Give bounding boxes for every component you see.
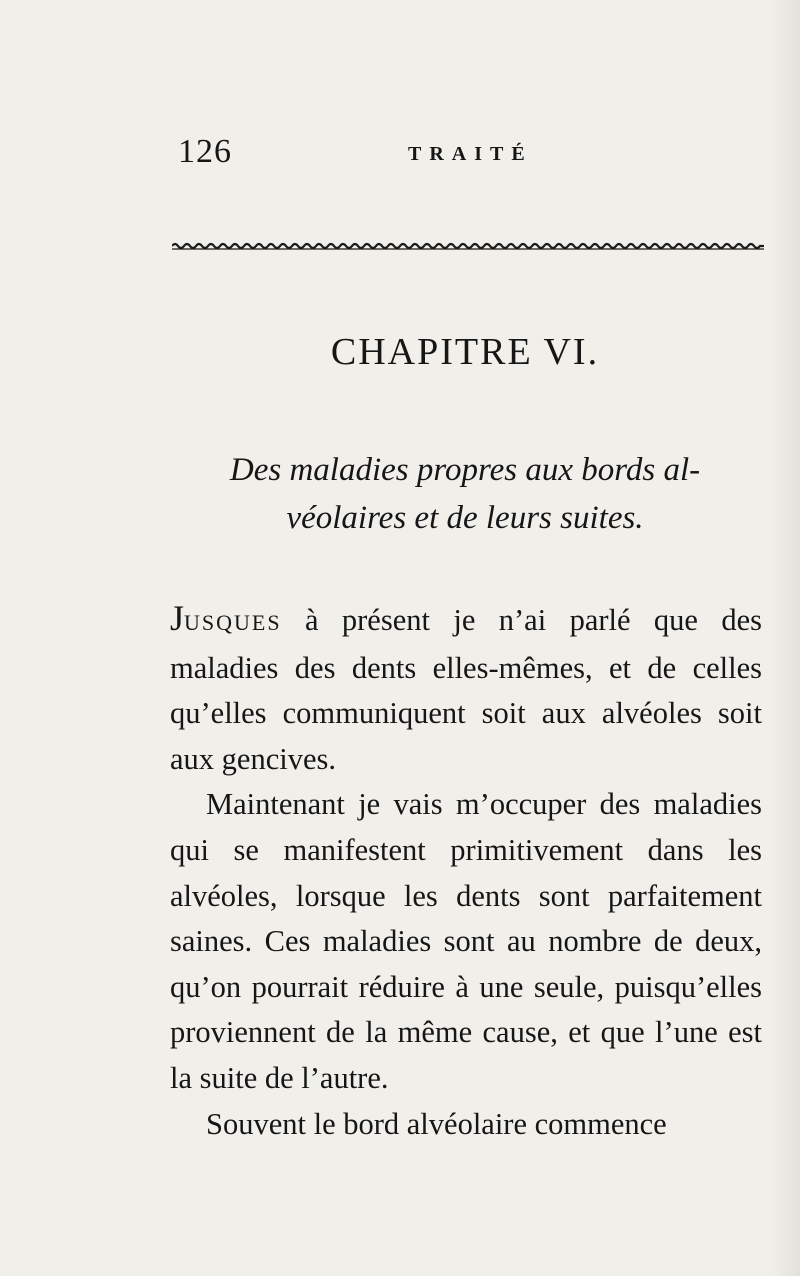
paragraph-1-text: à présent je n’ai parlé que des maladies des dents elles-mêmes, et de celles qu’elles communiquent soit aux alvéoles soit aux gencives.	[170, 603, 762, 776]
running-title: TRAITÉ	[408, 143, 533, 165]
running-head	[170, 133, 760, 173]
chapter-subtitle-line-2: véolaires et de leurs suites.	[286, 500, 644, 536]
paragraph-2: Maintenant je vais m’occuper des maladies qui se manifestent primitivement dans les alvéoles, lorsque les dents sont parfaitement saines. Ces maladies sont au nombre de deux, qu’on pourrait réduire à une seule, puisqu’elles proviennent de la même cause, et que l’une est la suite de l’autre.	[170, 787, 762, 1095]
opening-small-caps: USQUES	[184, 610, 282, 635]
chapter-subtitle-line-1: Des maladies propres aux bords al-	[229, 452, 701, 488]
paragraph-3: Souvent le bord alvéolaire commence	[206, 1106, 667, 1141]
page-edge-shadow	[770, 0, 800, 1276]
body-text	[170, 596, 762, 1147]
chapter-title: CHAPITRE VI.	[330, 331, 600, 373]
initial-letter: J	[170, 598, 185, 638]
paragraph-1	[170, 596, 762, 782]
ornamental-rule	[172, 241, 764, 251]
page-number: 126	[178, 133, 232, 170]
chapter-subtitle	[170, 446, 760, 542]
